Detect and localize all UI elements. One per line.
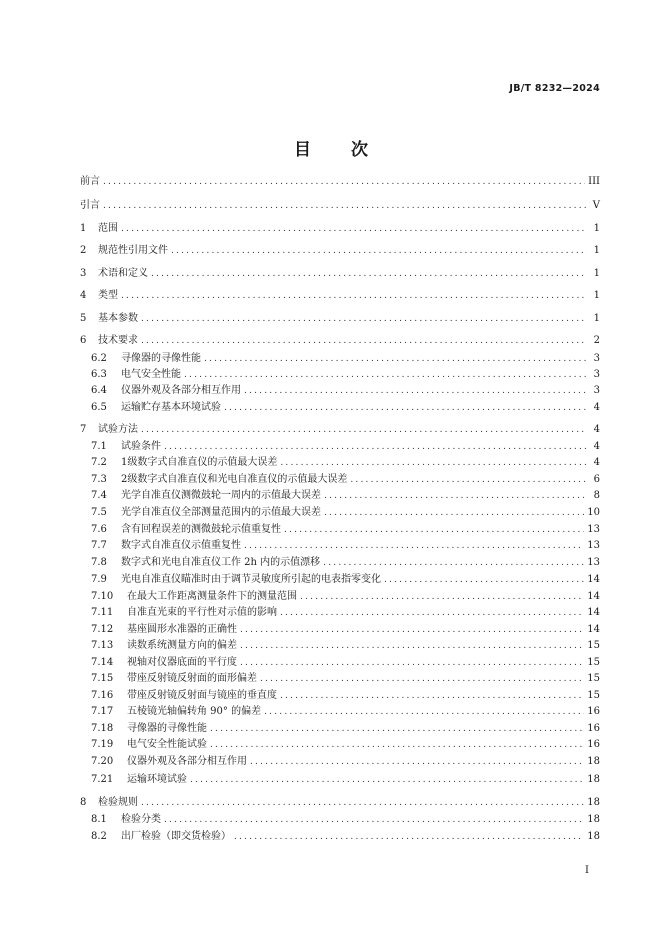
toc-entry-title: 带座反射镜反射面与镜座的垂直度 [127,690,277,701]
toc-entry-number: 8 [80,797,87,808]
toc-entry-number: 7.10 [91,591,114,602]
toc-entry-page: 18 [587,831,600,842]
toc-entry-title: 运输贮存基本环境试验 [121,402,221,413]
toc-entry-title: 规范性引用文件 [98,245,168,256]
toc-entry-number: 6.2 [91,353,107,364]
toc-entry-title: 读数系统测量方向的偏差 [127,640,237,651]
toc-entry-page: 15 [587,673,600,684]
toc-entry-title: 光学自准直仪测微鼓轮一周内的示值最大误差 [121,490,321,501]
toc-entry-page: 13 [587,557,600,568]
toc-entry-title: 术语和定义 [98,268,148,279]
toc-leader-dots [184,368,587,382]
toc-entry-page: 1 [593,268,600,279]
toc-entry-title: 视轴对仪器底面的平行度 [127,657,237,668]
toc-entry[interactable] [91,489,600,503]
toc-entry-title: 带座反射镜反射面的面形偏差 [127,673,257,684]
toc-entry-number: 7.1 [91,441,107,452]
toc-entry-title: 2级数字式自准直仪和光电自准直仪的示值最大误差 [121,474,348,485]
toc-entry-page: 15 [587,657,600,668]
toc-leader-dots [151,267,587,281]
toc-entry[interactable] [80,423,600,437]
toc-entry-title: 仪器外观及各部分相互作用 [121,385,241,396]
toc-entry-page: 14 [587,624,600,635]
toc-entry-page: 18 [587,774,600,785]
toc-entry[interactable] [91,456,600,470]
toc-entry[interactable] [91,813,600,827]
toc-entry-number: 7.18 [91,723,114,734]
toc-entry-title: 1级数字式自准直仪的示值最大误差 [121,457,278,468]
toc-entry-title: 基座圆形水准器的正确性 [127,624,237,635]
toc-entry[interactable] [91,689,600,703]
toc-entry[interactable] [80,796,600,810]
toc-entry-title: 寻像器的寻像性能 [127,723,207,734]
toc-entry-page: 18 [587,797,600,808]
toc-leader-dots [280,456,587,470]
toc-entry[interactable] [91,539,600,553]
toc-entry-page: 8 [593,490,600,501]
toc-entry-page: 4 [593,424,600,435]
toc-entry-title: 五棱镜光轴偏转角 90° 的偏差 [127,706,262,717]
toc-leader-dots [280,606,584,620]
toc-entry[interactable] [91,506,600,520]
toc-entry-page: 6 [593,474,600,485]
toc-leader-dots [350,473,587,487]
toc-entry-page: 13 [587,540,600,551]
toc-entry-number: 7.2 [91,457,107,468]
toc-entry-number: 7.17 [91,706,114,717]
toc-entry-page: 4 [593,441,600,452]
toc-entry[interactable] [91,523,600,537]
toc-entry-number: 7 [80,424,87,435]
toc-leader-dots [103,199,587,213]
toc-entry-page: 1 [593,313,600,324]
toc-entry-number: 8.2 [91,831,107,842]
toc-leader-dots [164,440,587,454]
toc-entry-page: 1 [593,290,600,301]
toc-entry-page: 16 [587,723,600,734]
toc-entry[interactable] [80,289,600,303]
toc-entry[interactable] [80,267,600,281]
toc-entry-title: 范围 [98,223,118,234]
toc-entry-title: 技术要求 [98,335,138,346]
toc-entry-page: 14 [587,574,600,585]
toc-entry-number: 5 [80,313,87,324]
toc-entry[interactable] [91,656,600,670]
toc-entry-number: 8.1 [91,814,107,825]
toc-entry-page: 10 [587,507,600,518]
toc-entry-number: 7.4 [91,490,107,501]
toc-entry-page: III [588,176,600,187]
toc-leader-dots [141,423,587,437]
toc-entry[interactable] [80,334,600,348]
toc-entry-title: 出厂检验（即交货检验） [121,831,231,842]
toc-leader-dots [210,738,584,752]
toc-entry[interactable] [80,222,600,236]
toc-leader-dots [141,312,587,326]
toc-entry-title: 电气安全性能试验 [127,739,207,750]
toc-entry[interactable] [91,368,600,382]
toc-entry-title: 试验方法 [98,424,138,435]
toc-entry-page: 1 [593,245,600,256]
toc-entry-number: 7.7 [91,540,107,551]
toc-entry[interactable] [91,440,600,454]
toc-entry[interactable] [91,830,600,844]
toc-entry[interactable] [91,401,600,415]
toc-entry-title: 引言 [80,200,100,211]
toc-leader-dots [141,796,584,810]
toc-entry-title: 光电自准直仪瞄准时由于调节灵敏度所引起的电表指零变化 [121,574,381,585]
toc-entry-number: 1 [80,223,87,234]
toc-leader-dots [300,590,584,604]
toc-entry-title: 自准直光束的平行性对示值的影响 [127,607,277,618]
toc-leader-dots [324,506,584,520]
toc-entry-number: 6 [80,335,87,346]
toc-leader-dots [164,813,584,827]
toc-entry-page: V [592,200,600,211]
toc-leader-dots [384,573,584,587]
toc-entry[interactable] [91,755,600,769]
toc-entry-number: 7.8 [91,557,107,568]
toc-leader-dots [234,830,584,844]
toc-entry[interactable] [91,672,600,686]
toc-entry[interactable] [91,556,600,570]
toc-entry-number: 7.19 [91,739,114,750]
toc-entry-title: 检验规则 [98,797,138,808]
toc-leader-dots [240,639,584,653]
toc-entry-number: 6.3 [91,369,107,380]
toc-entry-number: 2 [80,245,87,256]
toc-leader-dots [204,352,587,366]
page-number: I [585,865,589,876]
toc-entry[interactable] [91,473,600,487]
toc-leader-dots [284,523,584,537]
toc-leader-dots [210,722,584,736]
toc-entry-title: 运输环境试验 [127,774,187,785]
toc-entry[interactable] [91,384,600,398]
toc-entry-title: 基本参数 [98,313,138,324]
toc-leader-dots [240,623,584,637]
toc-entry-title: 电气安全性能 [121,369,181,380]
toc-leader-dots [244,539,584,553]
toc-entry[interactable] [80,199,600,213]
toc-leader-dots [141,334,587,348]
toc-entry-number: 7.11 [91,607,114,618]
page-title: 目次 [294,140,408,160]
toc-entry-page: 18 [587,814,600,825]
toc-entry-number: 7.5 [91,507,107,518]
toc-leader-dots [240,656,584,670]
toc-leader-dots [244,384,587,398]
toc-entry-number: 7.15 [91,673,114,684]
toc-entry[interactable] [91,738,600,752]
toc-entry-title: 类型 [98,290,118,301]
toc-entry-title: 数字式自准直仪示值重复性 [121,540,241,551]
toc-entry[interactable] [91,352,600,366]
toc-entry-number: 7.16 [91,690,114,701]
toc-entry-number: 4 [80,290,87,301]
toc-entry[interactable] [80,244,600,258]
toc-leader-dots [264,705,584,719]
toc-leader-dots [121,222,587,236]
toc-leader-dots [171,244,587,258]
toc-entry[interactable] [91,590,600,604]
toc-entry-number: 7.9 [91,574,107,585]
toc-leader-dots [224,401,587,415]
toc-entry[interactable] [91,623,600,637]
toc-leader-dots [323,556,584,570]
toc-entry[interactable] [91,606,600,620]
toc-entry-page: 4 [593,457,600,468]
toc-entry-number: 7.6 [91,524,107,535]
toc-entry-title: 检验分类 [121,814,161,825]
toc-entry-page: 3 [593,353,600,364]
toc-entry-page: 2 [593,335,600,346]
toc-leader-dots [190,773,584,787]
toc-entry-number: 7.20 [91,756,114,767]
toc-entry[interactable] [91,573,600,587]
toc-entry-number: 6.5 [91,402,107,413]
toc-leader-dots [250,755,584,769]
toc-entry-page: 16 [587,739,600,750]
toc-entry-page: 18 [587,756,600,767]
toc-entry-page: 4 [593,402,600,413]
standard-code: JB/T 8232—2024 [509,83,600,94]
toc-entry[interactable] [80,175,600,189]
toc-entry-page: 13 [587,524,600,535]
toc-entry-title: 在最大工作距离测量条件下的测量范围 [127,591,297,602]
toc-leader-dots [280,689,584,703]
toc-entry-page: 14 [587,591,600,602]
toc-entry-number: 7.12 [91,624,114,635]
toc-entry[interactable] [91,773,600,787]
toc-leader-dots [121,289,587,303]
toc-entry-title: 仪器外观及各部分相互作用 [127,756,247,767]
toc-entry-title: 数字式和光电自准直仪工作 2h 内的示值漂移 [121,557,321,568]
toc-leader-dots [324,489,587,503]
toc-entry-page: 3 [593,385,600,396]
toc-entry-number: 7.3 [91,474,107,485]
toc-entry-page: 16 [587,706,600,717]
toc-entry-number: 3 [80,268,87,279]
toc-leader-dots [260,672,584,686]
toc-entry-page: 1 [593,223,600,234]
toc-entry-title: 前言 [80,176,100,187]
toc-entry-number: 7.13 [91,640,114,651]
toc-entry-title: 光学自准直仪全部测量范围内的示值最大误差 [121,507,321,518]
toc-entry-number: 7.14 [91,657,114,668]
toc-entry[interactable] [91,705,600,719]
toc-entry-page: 3 [593,369,600,380]
toc-entry-page: 15 [587,640,600,651]
toc-entry[interactable] [91,722,600,736]
toc-leader-dots [103,175,585,189]
toc-entry-page: 15 [587,690,600,701]
toc-entry[interactable] [80,312,600,326]
toc-entry-number: 7.21 [91,774,114,785]
toc-entry-title: 试验条件 [121,441,161,452]
toc-entry[interactable] [91,639,600,653]
toc-entry-number: 6.4 [91,385,107,396]
toc-entry-page: 14 [587,607,600,618]
toc-entry-title: 含有回程误差的测微鼓轮示值重复性 [121,524,281,535]
toc-entry-title: 寻像器的寻像性能 [121,353,201,364]
